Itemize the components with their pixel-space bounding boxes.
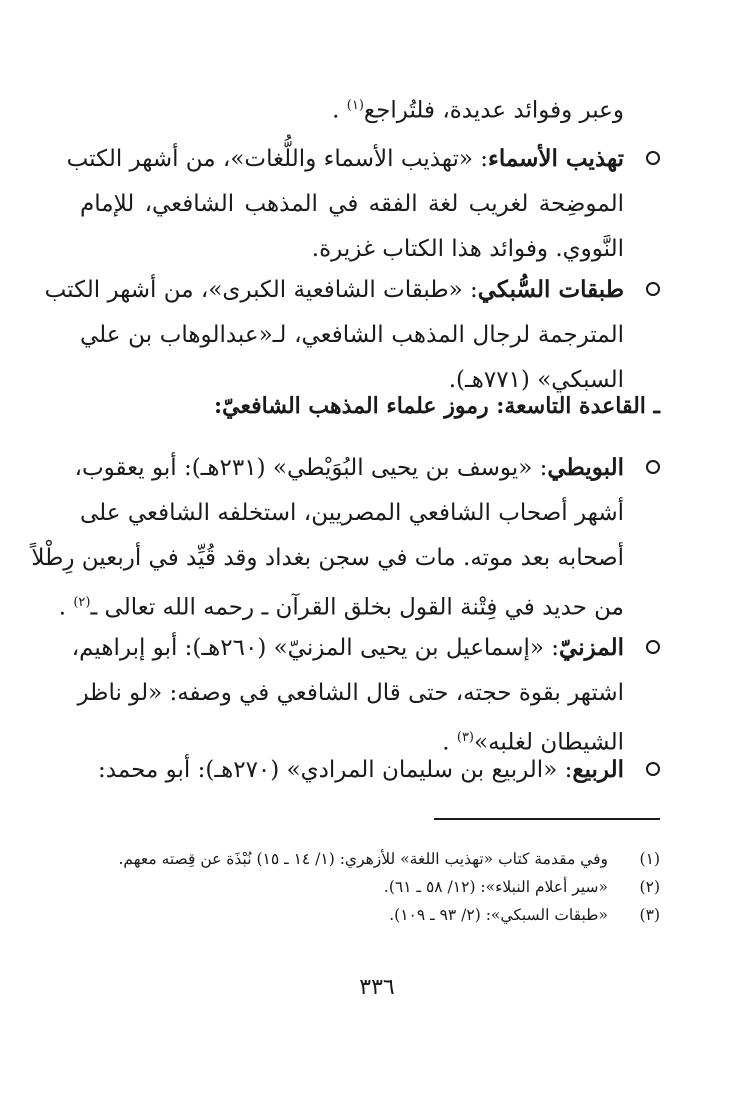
text-segment: : «يوسف بن يحيى البُوَيْطي» (٢٣١هـ): أبو يعقوب، <box>74 455 548 481</box>
text-segment: : «الربيع بن سليمان المرادي» (٢٧٠هـ): أبو محمد: <box>98 757 573 783</box>
text-line <box>80 747 624 793</box>
section-heading: ـ القاعدة التاسعة: رموز علماء المذهب الشافعيّ: <box>214 393 660 419</box>
footnote <box>80 873 660 901</box>
footnote-text: وفي مقدمة كتاب «تهذيب اللغة» للأزهري: (١/ ١٤ ـ ١٥) نُبْذَة عن قِصته معهم. <box>118 850 608 868</box>
text-segment: . <box>332 97 340 124</box>
text-line <box>66 136 624 182</box>
text-line <box>74 445 624 491</box>
text-segment: وعبر وفوائد عديدة، فلتُراجع <box>363 97 624 124</box>
entry-term: تهذيب الأسماء <box>488 145 624 172</box>
text-line <box>71 625 624 671</box>
entry-term: الربيع <box>572 756 624 783</box>
circle-bullet-icon <box>646 151 660 165</box>
footnote-separator <box>434 818 660 820</box>
text-line: المترجمة لرجال المذهب الشافعي، لـ«عبدالوهاب بن علي <box>80 322 624 348</box>
text-line: اشتهر بقوة حجته، حتى قال الشافعي في وصفه: «لو ناظر <box>77 680 624 706</box>
entry-term: طبقات السُّبكي <box>477 276 624 303</box>
text-line: السبكي» (٧٧١هـ). <box>448 367 624 393</box>
entry-term: البويطي <box>547 454 624 481</box>
text-line <box>80 83 624 134</box>
footnote-marker: (٢) <box>73 595 91 610</box>
circle-bullet-icon <box>646 282 660 296</box>
footnote <box>80 901 660 929</box>
text-line: الموضِحة لغريب لغة الفقه في المذهب الشافعي، للإمام <box>80 191 624 217</box>
circle-bullet-icon <box>646 762 660 776</box>
footnote-number: (١) <box>639 850 660 868</box>
circle-bullet-icon <box>646 460 660 474</box>
text-segment: من حديد في فِتْنة القول بخلق القرآن ـ رحمه الله تعالى ـ <box>90 594 624 621</box>
text-segment: : «إسماعيل بن يحيى المزنيّ» (٢٦٠هـ): أبو إبراهيم، <box>71 635 560 661</box>
footnote-number: (٣) <box>639 906 660 924</box>
footnote-marker: (٣) <box>456 730 474 745</box>
entry-term: المزنيّ <box>559 634 624 661</box>
text-segment: . <box>58 594 67 621</box>
text-segment: الشيطان لغلبه» <box>474 729 624 756</box>
page-number: ٣٣٦ <box>359 975 395 1000</box>
text-segment: : «طبقات الشافعية الكبرى»، من أشهر الكتب <box>44 277 478 303</box>
footnote <box>80 845 660 873</box>
text-segment: : «تهذيب الأسماء واللُّغات»، من أشهر الكتب <box>66 146 489 172</box>
text-line: النَّووي. وفوائد هذا الكتاب غزيرة. <box>311 236 624 262</box>
footnote-text: «طبقات السبكي»: (٢/ ٩٣ ـ ١٠٩). <box>389 906 608 924</box>
text-line <box>44 267 624 313</box>
text-segment: . <box>442 729 450 756</box>
text-line: أصحابه بعد موته. مات في سجن بغداد وقد قُيِّد في أربعين رِطْلاً <box>31 545 624 571</box>
text-line: أشهر أصحاب الشافعي المصريين، استخلفه الشافعي على <box>80 500 624 526</box>
text-line <box>58 580 624 631</box>
footnote-number: (٢) <box>639 878 660 896</box>
footnote-text: «سير أعلام النبلاء»: (١٢/ ٥٨ ـ ٦١). <box>383 878 608 896</box>
footnote-marker: (١) <box>346 98 364 113</box>
circle-bullet-icon <box>646 640 660 654</box>
